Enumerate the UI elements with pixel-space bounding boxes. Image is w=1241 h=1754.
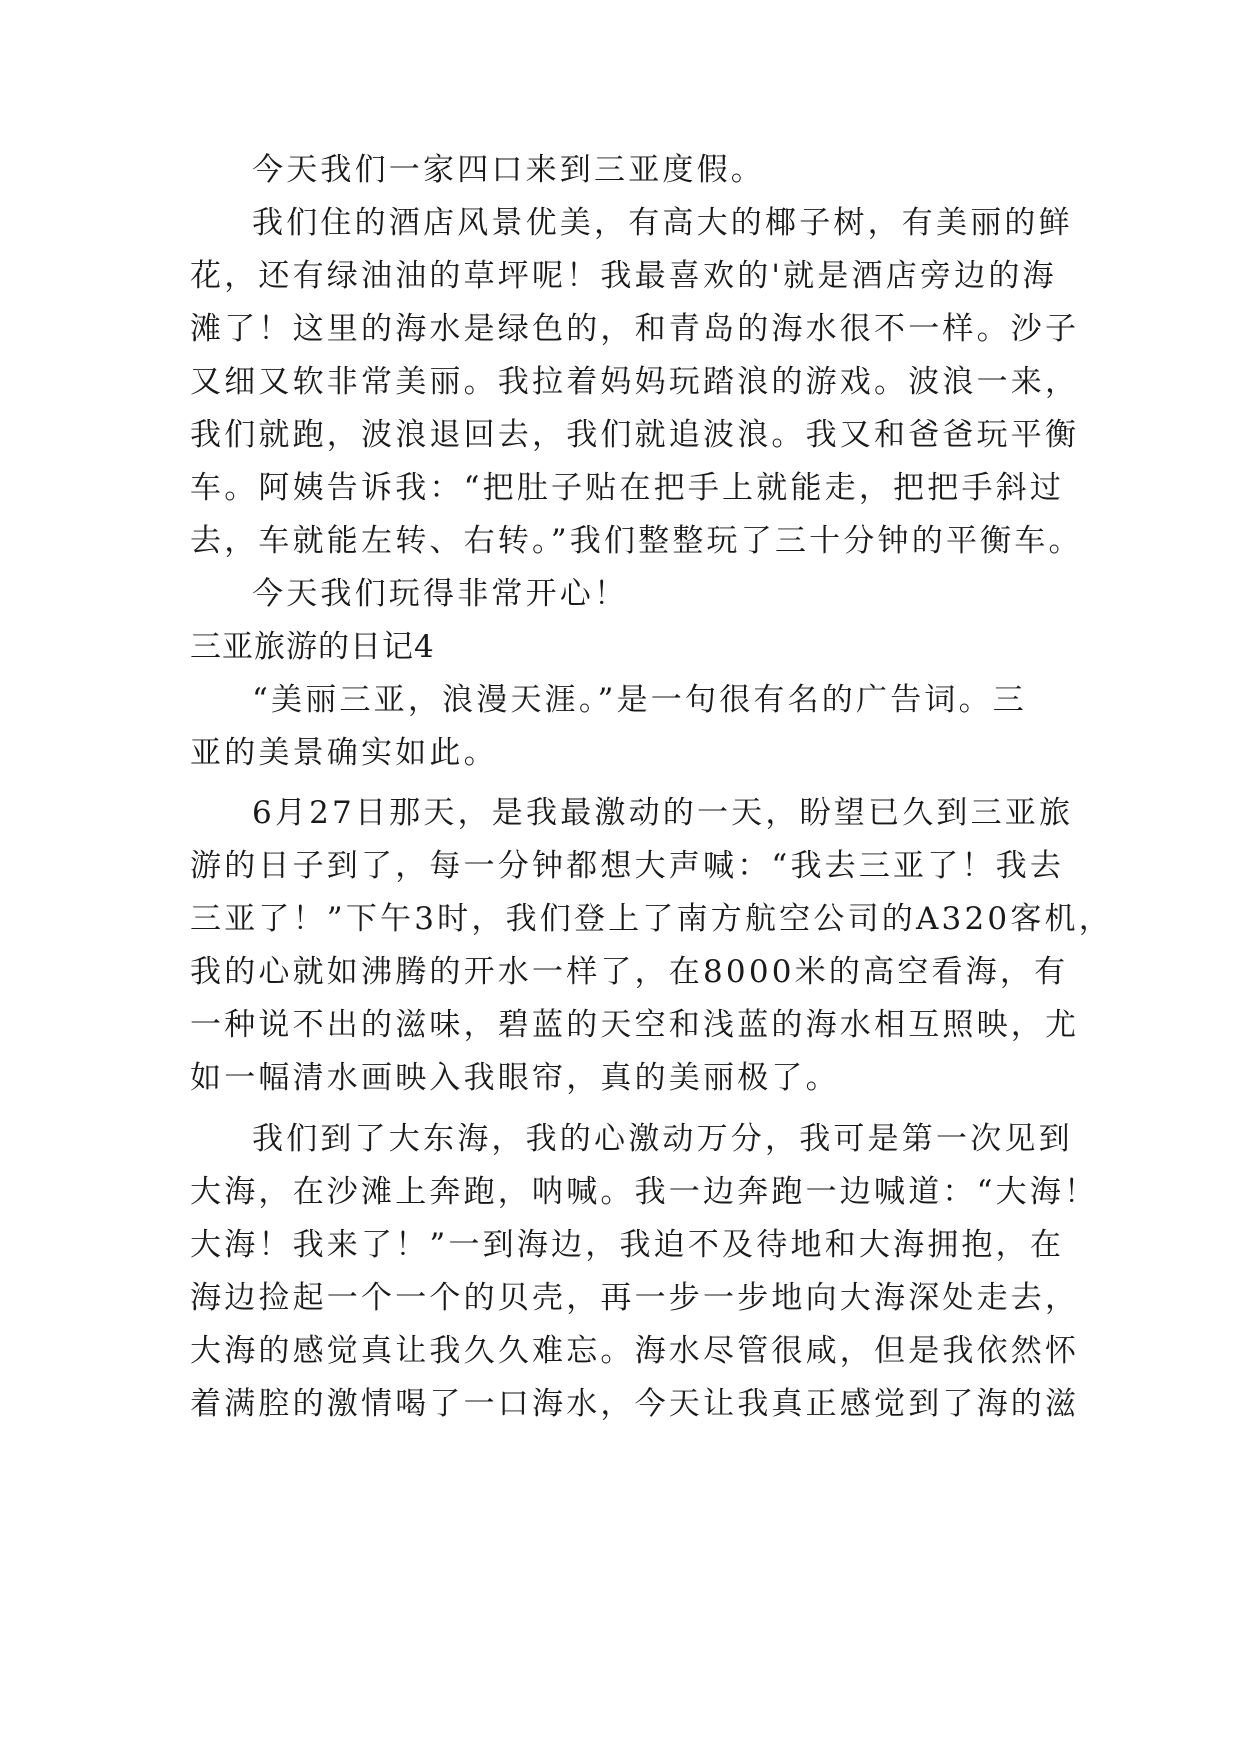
text-line: 滩了！这里的海水是绿色的，和青岛的海水很不一样。沙子 — [190, 311, 1080, 347]
text-line: 大海！我来了！”一到海边，我迫不及待地和大海拥抱，在 — [190, 1227, 1065, 1263]
text-line: 大海，在沙滩上奔跑，呐喊。我一边奔跑一边喊道：“大海！ — [190, 1174, 1099, 1210]
text-line: 海边捡起一个一个的贝壳，再一步一步地向大海深处走去， — [190, 1280, 1080, 1316]
text-line: 又细又软非常美丽。我拉着妈妈玩踏浪的游戏。波浪一来， — [190, 364, 1080, 400]
text-line: 6月27日那天，是我最激动的一天，盼望已久到三亚旅 — [252, 795, 1074, 831]
section-heading: 三亚旅游的日记4 — [190, 629, 435, 665]
text-line: 我的心就如沸腾的开水一样了，在8000米的高空看海，有 — [190, 954, 1069, 990]
text-line: 花，还有绿油油的草坪呢！我最喜欢的'就是酒店旁边的海 — [190, 258, 1057, 294]
text-line: 亚的美景确实如此。 — [190, 735, 498, 771]
text-line: 车。阿姨告诉我：“把肚子贴在把手上就能走，把把手斜过 — [190, 470, 1065, 506]
text-line: 去，车就能左转、右转。”我们整整玩了三十分钟的平衡车。 — [190, 523, 1083, 559]
text-line: 游的日子到了，每一分钟都想大声喊：“我去三亚了！我去 — [190, 848, 1065, 884]
text-line: 今天我们一家四口来到三亚度假。 — [252, 152, 765, 188]
text-line: “美丽三亚，浪漫天涯。”是一句很有名的广告词。三 — [252, 682, 1027, 718]
text-line: 一种说不出的滋味，碧蓝的天空和浅蓝的海水相互照映，尤 — [190, 1007, 1080, 1043]
text-line: 今天我们玩得非常开心！ — [252, 576, 629, 612]
text-line: 我们到了大东海，我的心激动万分，我可是第一次见到 — [252, 1121, 1073, 1157]
text-line: 三亚了！”下午3时，我们登上了南方航空公司的A320客机， — [190, 901, 1113, 937]
text-line: 我们就跑，波浪退回去，我们就追波浪。我又和爸爸玩平衡 — [190, 417, 1080, 453]
text-line: 如一幅清水画映入我眼帘，真的美丽极了。 — [190, 1060, 840, 1096]
text-line: 着满腔的激情喝了一口海水，今天让我真正感觉到了海的滋 — [190, 1386, 1080, 1422]
text-line: 大海的感觉真让我久久难忘。海水尽管很咸，但是我依然怀 — [190, 1333, 1080, 1369]
text-line: 我们住的酒店风景优美，有高大的椰子树，有美丽的鲜 — [252, 205, 1073, 241]
